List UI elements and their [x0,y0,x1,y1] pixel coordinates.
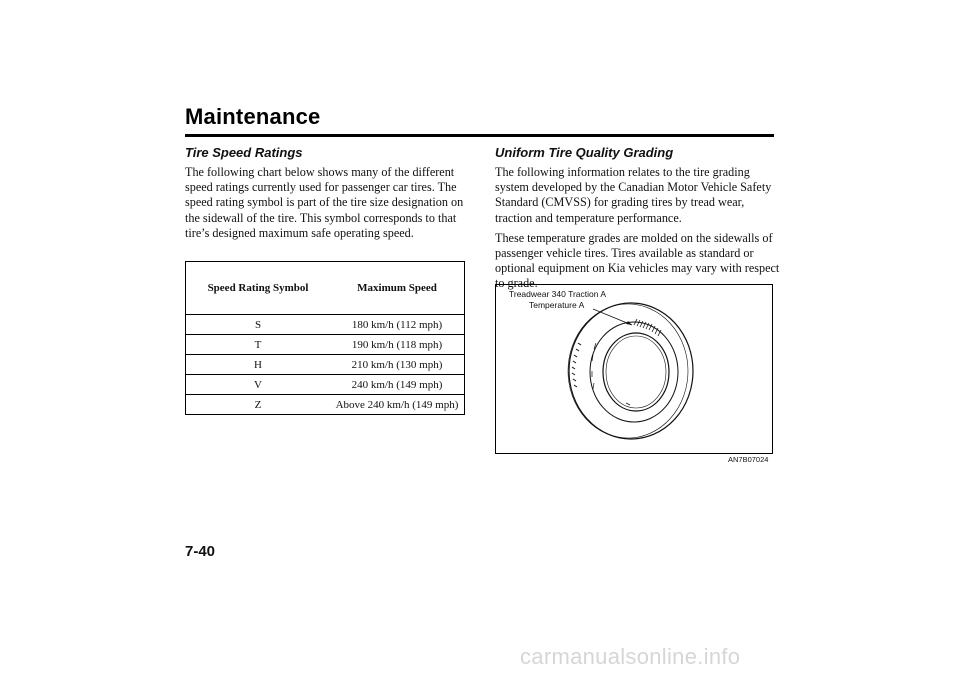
right-column [495,144,780,297]
tire-speed-ratings-heading: Tire Speed Ratings [185,145,303,160]
symbol-cell: H [186,355,331,375]
figure-code: AN7B07024 [728,455,769,464]
utqg-paragraph-2: These temperature grades are molded on the sidewalls of passenger vehicle tires. Tires available as standard or optional equipment on Kia vehicles may vary with respect to grade. [495,230,780,291]
symbol-cell: Z [186,395,331,415]
header-maximum-speed: Maximum Speed [330,262,465,315]
uniform-tire-quality-heading: Uniform Tire Quality Grading [495,145,674,160]
speed-cell: Above 240 km/h (149 mph) [330,395,465,415]
table-row [186,355,465,375]
table-row [186,335,465,355]
speed-cell: 240 km/h (149 mph) [330,375,465,395]
header-speed-rating-symbol: Speed Rating Symbol [186,262,331,315]
section-title: Maintenance [185,104,321,129]
figure-label-temperature: Temperature A [529,300,585,310]
symbol-cell: S [186,315,331,335]
tire-sidewall-figure [495,284,773,454]
table-header-row [186,262,465,315]
speed-cell: 210 km/h (130 mph) [330,355,465,375]
table-row [186,375,465,395]
symbol-cell: V [186,375,331,395]
speed-cell: 190 km/h (118 mph) [330,335,465,355]
figure-label-treadwear: Treadwear 340 Traction A [509,289,607,299]
page-number: 7-40 [185,543,216,560]
speed-rating-table [185,261,465,415]
tire-speed-ratings-paragraph: The following chart below shows many of the different speed ratings currently used for passenger car tires. The speed rating symbol is part of the tire size designation on the sidewall of the tire. This symbol corresponds to that tire’s designed maximum safe operating speed. [185,165,464,240]
watermark: carmanualsonline.info [520,644,741,669]
utqg-paragraph-1: The following information relates to the tire grading system developed by the Canadian Motor Vehicle Safety Standard (CMVSS) for grading tires by tread wear, traction and temperature performance. [495,165,772,225]
tire-illustration [496,285,772,453]
table-row [186,315,465,335]
table-row [186,395,465,415]
speed-cell: 180 km/h (112 mph) [330,315,465,335]
symbol-cell: T [186,335,331,355]
title-rule [185,134,774,137]
left-column [185,144,470,246]
